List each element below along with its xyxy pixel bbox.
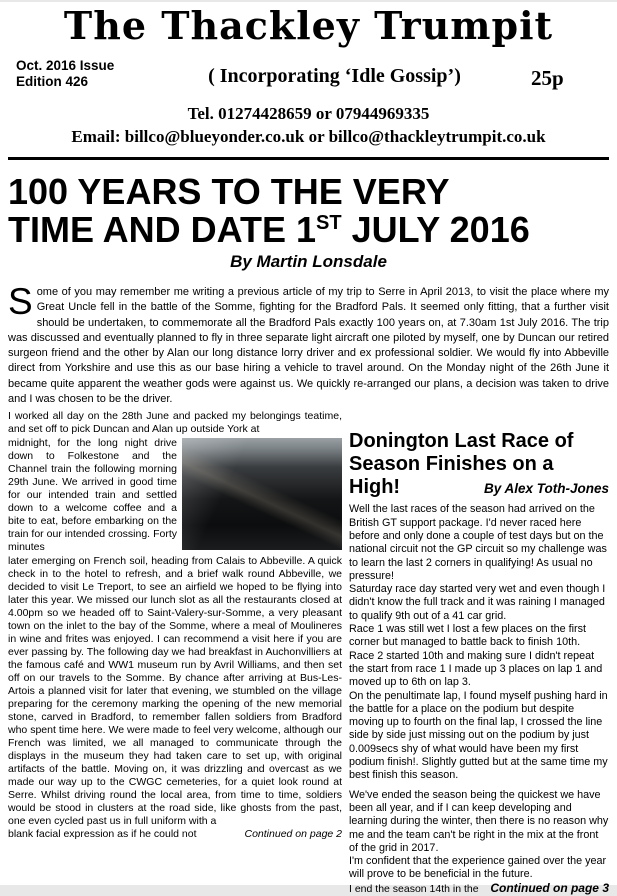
side-paragraph-1: Well the last races of the season had arrived on the British GT support package. I'd never raced here before and only done a couple of test days but on the national circuit not the GP circuit so my challenge was to learn the last 2 corners in qualifying! As usual no pressure! (349, 503, 607, 582)
side-article-header (349, 430, 609, 499)
side-paragraph-6: We've ended the season being the quickest we have been all year, and if I can keep developing and learning during the winter, then there is no reason why me and the team can't be right in the mix at the front of the grid in 2017. (349, 788, 609, 854)
lead-paragraph-4: blank facial expression as if he could not (8, 828, 197, 841)
continued-note-page2: Continued on page 2 (244, 828, 342, 841)
side-paragraph-2: Saturday race day started very wet and even though I didn't know the full track and it was raining I managed to qualify 9th out of a 41 car grid. (349, 583, 606, 622)
article-photo (182, 438, 342, 550)
side-byline: By Alex Toth-Jones (483, 481, 609, 497)
side-article-column (349, 410, 609, 895)
side-paragraph-8: I end the season 14th in the (349, 882, 479, 895)
telephone-line: Tel. 01274428659 or 07944969335 (187, 104, 430, 123)
newsletter-page (0, 2, 617, 895)
incorporating-subtitle: ( Incorporating ‘Idle Gossip’) (208, 65, 461, 87)
lead-intro-paragraph: Some of you may remember me writing a previous article of my trip to Serre in April 2013, to visit the place where my Great Uncle fell in the battle of the Somme, fighting for the Bradford Pals. It seemed only fitting, that a further visit should be undertaken, to commemorate all the Bradford Pals exactly 100 years on, at 7.30am 1st July 2016. The trip was discussed and eventually planned to fly in three separate light aircraft one piloted by myself, one by Duncan our retired surgeon friend and the other by Alan our long distance lorry driver and ex professional soldier. We would fly into Abbeville direct from Yorkshire and use this as our base hiring a vehicle to travel around. On the Monday night of the 26th June it became quite apparent the weather gods were against us. We quickly re-arranged our plans, a decision was taken to drive and I was chosen to be the driver. (8, 281, 609, 406)
lead-article-column (8, 410, 342, 895)
lead-byline: By Martin Lonsdale (230, 252, 387, 271)
lead-paragraph-2: midnight, for the long night drive down to Folkestone and the Channel train the following morning 29th June. We arrived in good time for our intended train and settled down to a welcome coffee and a bite to eat, before embarking on the train for our intended crossing. Forty minutes (8, 437, 177, 554)
lead-headline-line2: TIME AND DATE 1 (8, 209, 317, 250)
issue-row (8, 58, 609, 91)
body-columns (8, 410, 609, 895)
price-label: 25p (531, 66, 564, 90)
lead-headline (8, 173, 609, 249)
masthead-title: The Thackley Trumpit (63, 3, 554, 48)
side-paragraph-4: Race 2 started 10th and making sure I didn't repeat the start from race 1 I made up 3 places on lap 1 and moved up to 6th on lap 3. (349, 649, 603, 689)
lead-headline-ordinal: ST (316, 212, 342, 234)
side-last-line (349, 882, 609, 896)
issue-edition: Edition 426 (16, 74, 89, 89)
side-paragraph-5: On the penultimate lap, I found myself pushing hard in the battle for a place on the podium but despite moving up to fourth on the final lap, I crossed the line side by side just missing out on the podium by just 0.009secs shy of what would have been my first podium finish!. Slightly gutted but at the same time my best finish this season. (349, 689, 608, 782)
lead-last-line (8, 828, 342, 841)
continued-note-page3: Continued on page 3 (490, 880, 609, 895)
lead-paragraph-3: later emerging on French soil, heading from Calais to Abbeville. A quick check in to the hotel to refresh, and a brief walk round Abbeville, we decided to visit Le Treport, to see an airfield we hoped to be flying into later this year. We missed our lunch slot as all the restaurants closed at 4.00pm so we headed off to Saint-Valery-sur-Somme, a very pleasant town on the inlet to the bay of the Somme, where a meal of Moulineres in wine and frites was enjoyed. I can recommend a visit here if you are ever passing by. The following day we had breakfast in Auchonvilliers at the famous café and WW1 museum run by Avril Williams, and then set off on our travels to the Somme. By chance after arriving at Bus-Les-Artois a planned visit for later that evening, we stumbled on the village preparing for the ceremony marking the opening of the new memorial stone, carved in Bradford, to remember fallen soldiers from Bradford who spent time here. We were made to feel very welcome, although our French was limited, we all managed to communicate through the displays in the museum they had taken care to set up, with original artifacts of the battle. Moving on, it was drizzling and overcast as we made our way up to the CWGC cemeteries, for a quiet look round at Serre. Whilst driving round the local area, from time to time, soldiers would be stood in clusters at the road side, like ghosts from the past, one even cycled past us in full uniform with a (8, 555, 342, 828)
side-headline: Donington Last Race of Season Finishes on a High! (349, 430, 574, 499)
lead-headline-line2-end: JULY 2016 (341, 209, 530, 250)
masthead-divider-rule (8, 157, 609, 160)
email-line: Email: billco@blueyonder.co.uk or billco@thackleytrumpit.co.uk (71, 127, 546, 146)
lead-paragraph-1: I worked all day on the 28th June and packed my belongings teatime, and set off to pick Duncan and Alan up outside York at (8, 410, 342, 436)
issue-date: Oct. 2016 Issue (16, 58, 115, 73)
side-paragraph-3: Race 1 was still wet I lost a few places on the first corner but managed to battle back to finish 10th. (349, 623, 587, 649)
lead-headline-line1: 100 YEARS TO THE VERY (8, 171, 450, 212)
side-paragraph-7: I'm confident that the experience gained over the year will prove to be beneficial in the future. (349, 855, 607, 881)
photo-row (8, 437, 342, 554)
issue-info (8, 58, 138, 90)
